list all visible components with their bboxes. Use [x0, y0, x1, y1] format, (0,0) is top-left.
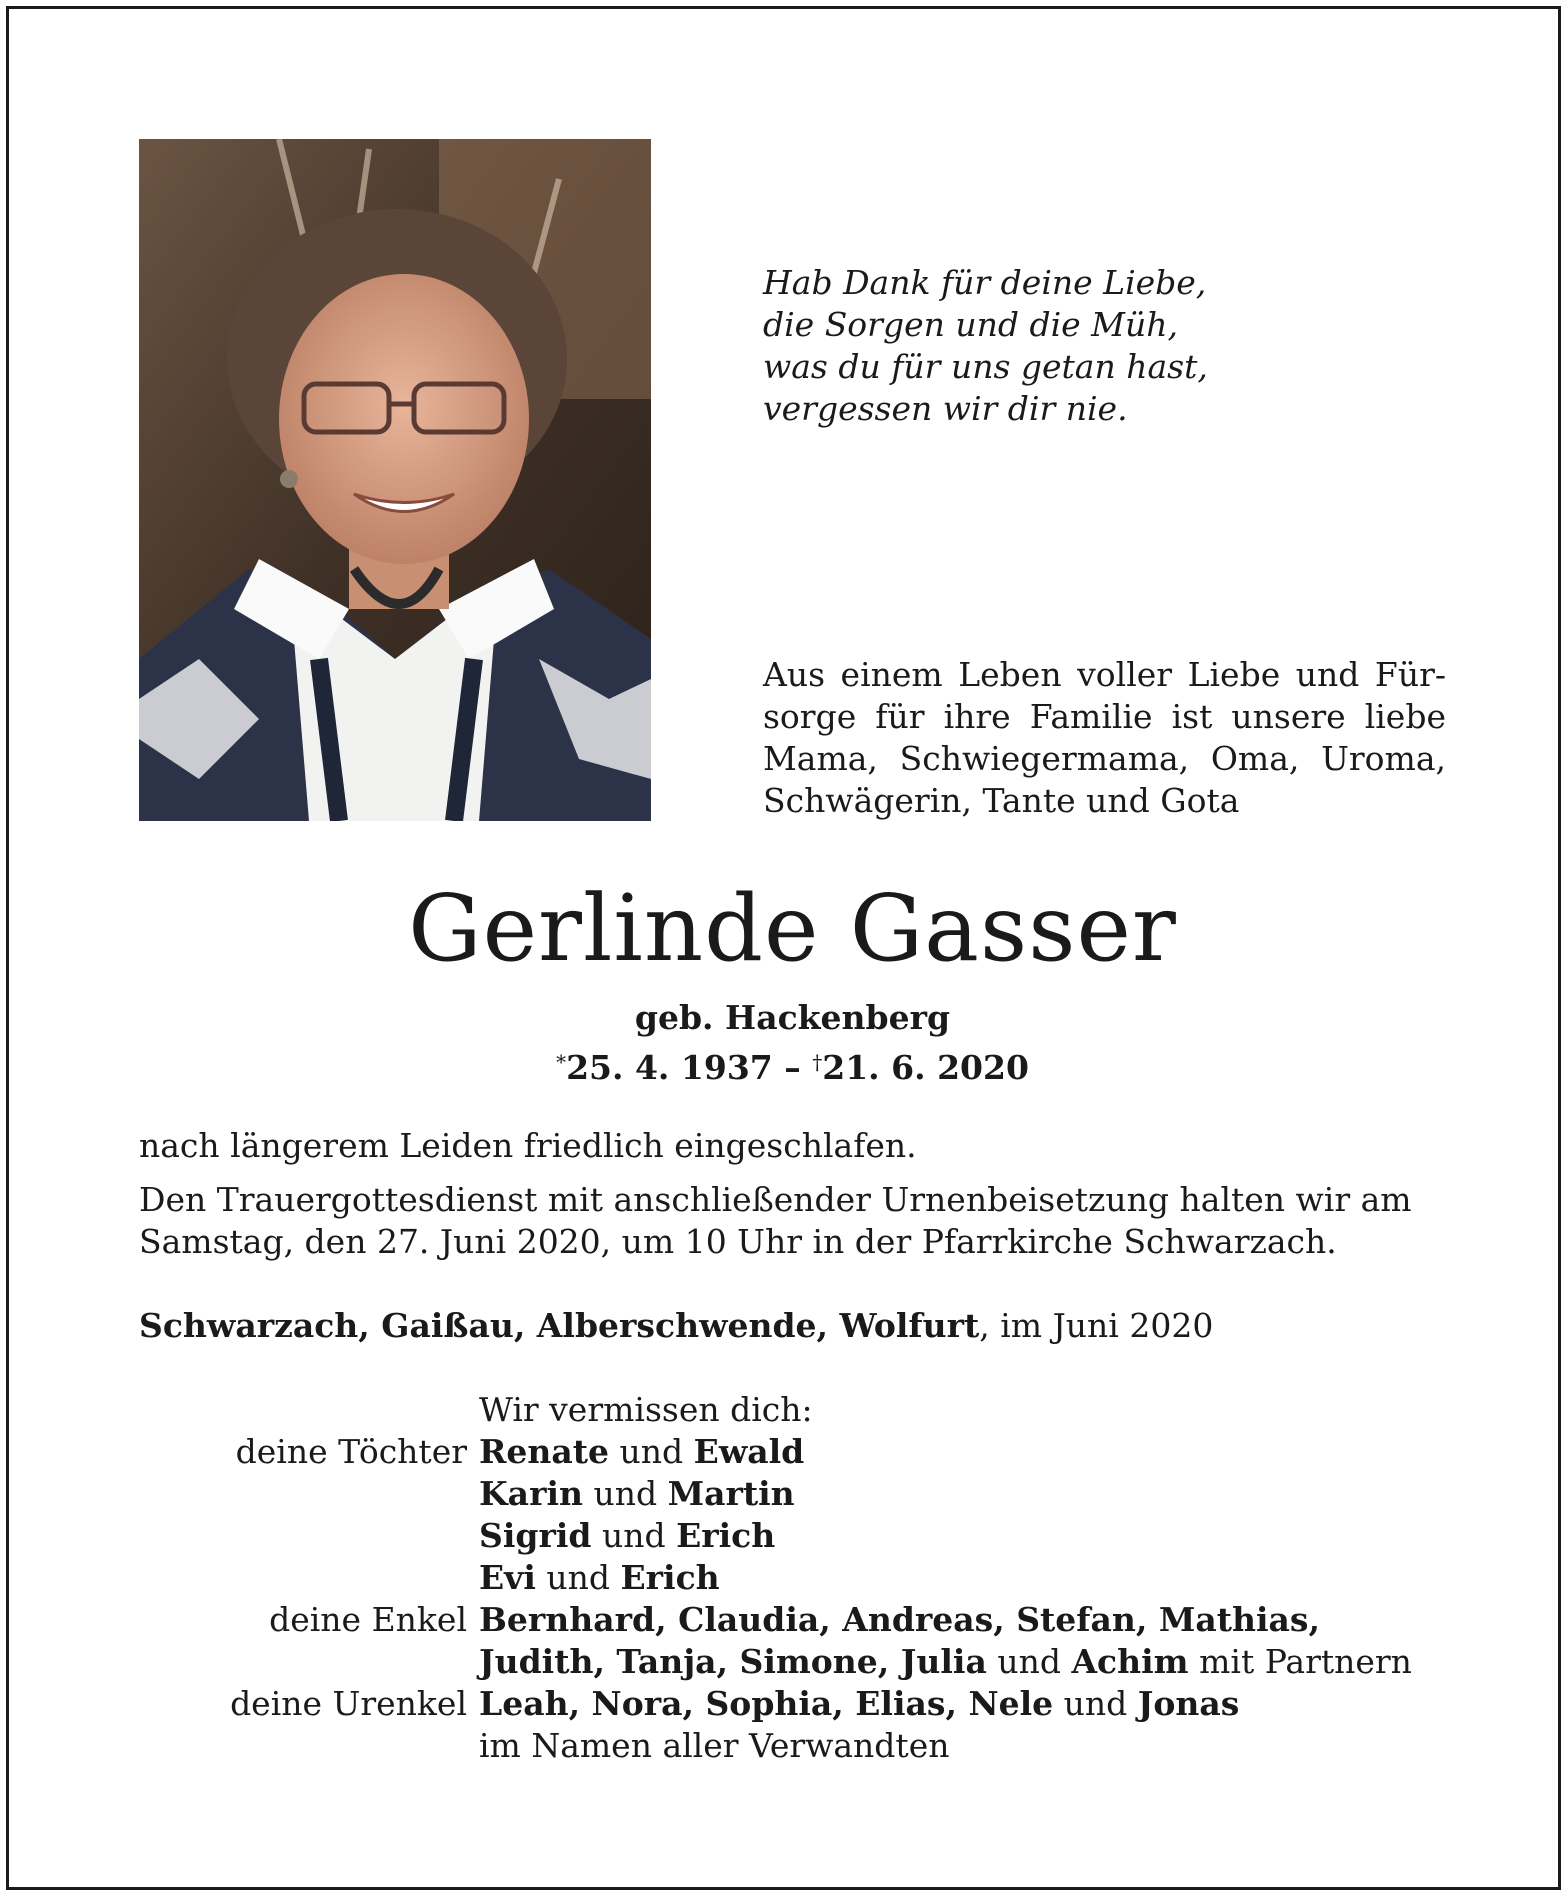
daughters-row — [139, 1557, 1449, 1599]
portrait-photo — [139, 139, 651, 821]
passing-text: nach längerem Leiden friedlich eingeschlafen. — [139, 1126, 917, 1165]
death-date: 21. 6. 2020 — [822, 1048, 1029, 1087]
daughters-label: deine Töchter — [235, 1432, 467, 1471]
daughter-couple: Renate und Ewald — [479, 1432, 805, 1471]
closing-text: im Namen aller Verwandten — [479, 1726, 950, 1765]
great-grandchildren-names: Leah, Nora, Sophia, Elias, Nele und Jonas — [479, 1684, 1240, 1723]
date-dash: – — [772, 1048, 813, 1087]
poem-line: vergessen wir dir nie. — [763, 389, 1128, 428]
places-line — [139, 1305, 1213, 1347]
death-symbol: † — [812, 1050, 823, 1074]
notice-frame — [6, 6, 1561, 1890]
intro-line: Schwägerin, Tante und Gota — [763, 781, 1240, 820]
closing-row — [139, 1725, 1449, 1767]
birth-name: geb. Hackenberg — [634, 998, 951, 1037]
daughters-row — [139, 1431, 1449, 1473]
place-names: Schwarzach, Gaißau, Alberschwende, Wolfurt — [139, 1306, 980, 1345]
great-grandchildren-row — [139, 1683, 1449, 1725]
family-heading: Wir vermissen dich: — [479, 1390, 813, 1429]
intro-line: Mama, Schwiegermama, Oma, Uroma, — [763, 739, 1446, 778]
service-line: Den Trauergottesdienst mit anschließender Urnenbeisetzung halten wir am — [139, 1180, 1412, 1219]
poem-line: die Sorgen und die Müh, — [763, 305, 1178, 344]
poem — [763, 262, 1208, 430]
service-line: Samstag, den 27. Juni 2020, um 10 Uhr in der Pfarrkirche Schwarzach. — [139, 1222, 1337, 1261]
poem-line: was du für uns getan hast, — [763, 347, 1208, 386]
life-dates — [9, 1041, 1567, 1089]
daughters-row — [139, 1473, 1449, 1515]
family-heading-row — [139, 1389, 1449, 1431]
service-text — [139, 1179, 1412, 1263]
deceased-name: Gerlinde Gasser — [408, 875, 1177, 982]
daughters-row — [139, 1515, 1449, 1557]
daughter-couple: Sigrid und Erich — [479, 1516, 776, 1555]
grandchildren-row — [139, 1599, 1449, 1641]
grandchildren-row — [139, 1641, 1449, 1683]
daughter-couple: Karin und Martin — [479, 1474, 795, 1513]
birth-date: 25. 4. 1937 — [566, 1048, 773, 1087]
intro-line: sorge für ihre Familie ist unsere liebe — [763, 697, 1446, 736]
family-list — [139, 1389, 1449, 1767]
portrait-image — [139, 139, 651, 821]
family-label — [139, 1389, 479, 1431]
birth-symbol: * — [556, 1050, 567, 1074]
places-date: , im Juni 2020 — [979, 1306, 1214, 1345]
intro-text — [763, 654, 1446, 822]
great-grandchildren-label: deine Urenkel — [230, 1684, 467, 1723]
poem-line: Hab Dank für deine Liebe, — [763, 263, 1207, 302]
grandchildren-names: Bernhard, Claudia, Andreas, Stefan, Mathias, — [479, 1600, 1320, 1639]
intro-line: Aus einem Leben voller Liebe und Für- — [763, 655, 1446, 694]
grandchildren-names: Judith, Tanja, Simone, Julia und Achim mit Partnern — [479, 1642, 1412, 1681]
grandchildren-label: deine Enkel — [269, 1600, 467, 1639]
daughter-couple: Evi und Erich — [479, 1558, 720, 1597]
